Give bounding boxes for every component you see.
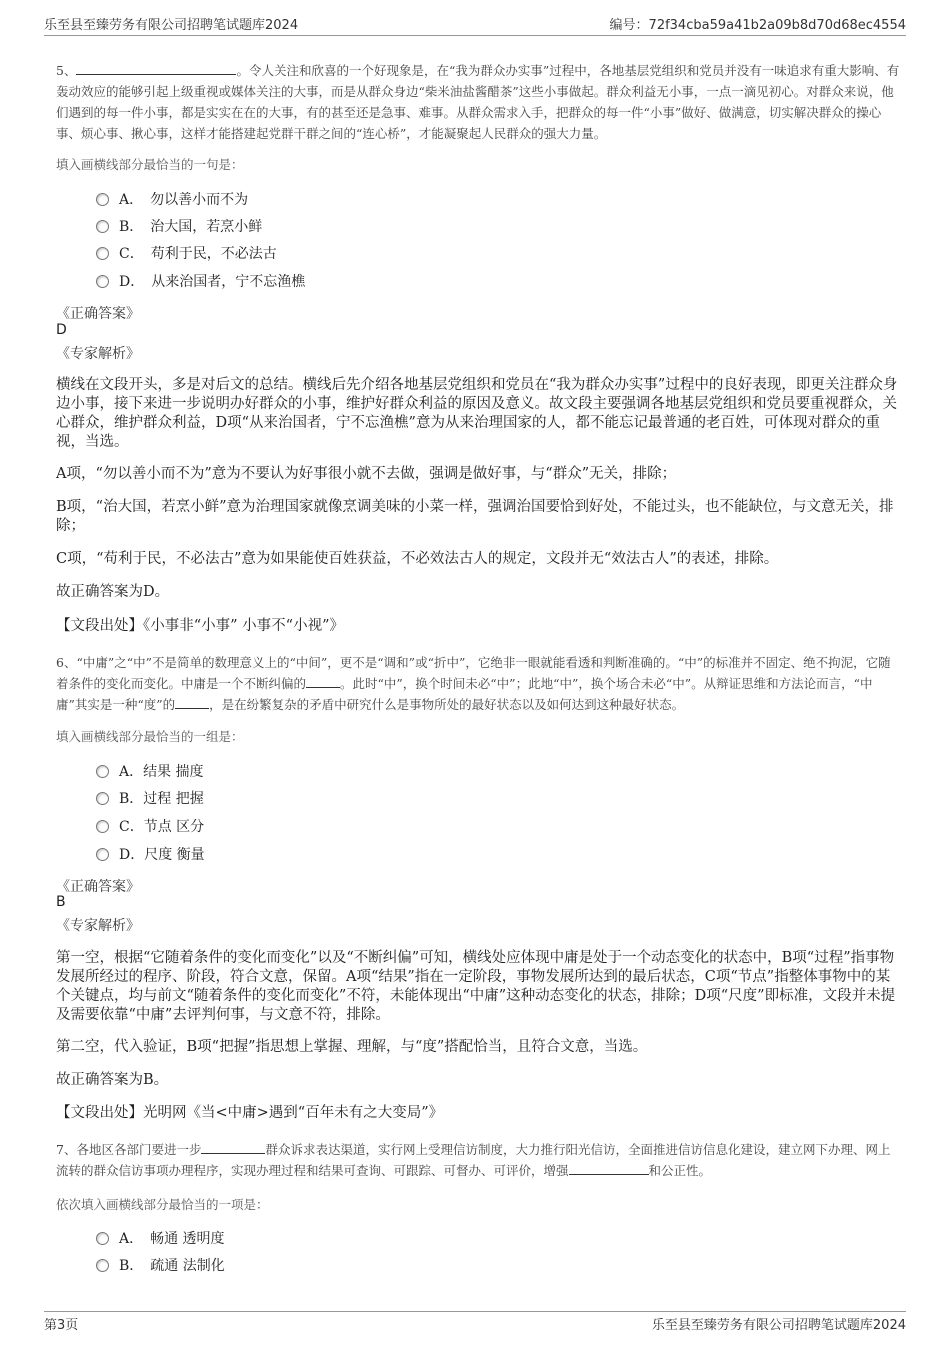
- question-5-analysis-p4: C项，“苟利于民，不必法古”意为如果能使百姓获益，不必效法古人的规定，文段并无“效法古人”的表述，排除。: [56, 551, 779, 567]
- question-5-text: 。令人关注和欣喜的一个好现象是，在“我为群众办实事”过程中，各地基层党组织和党员并没有一味追求有重大影响、有轰动效应的能够引起上级重视或媒体关注的大事，而是从群众身边“柴米油盐酱醋茶”这些小事做起。群众利益无小事，一点一滴见初心。对群众来说，他们遇到的每一件小事，都是实实在在的大事，有的甚至还是急事、难事。从群众需求入手，把群众的每一件“小事”做好、做满意，切实解决群众的操心事、烦心事、揪心事，这样才能搭建起党群干群之间的“连心桥”，才能凝聚起人民群众的强大力量。: [56, 63, 900, 141]
- question-5-analysis-p1: 横线在文段开头，多是对后文的总结。横线后先介绍各地基层党组织和党员在“我为群众办实事”过程中的良好表现，即更关注群众身边小事，接下来进一步说明办好群众的小事，维护好群众利益的原因及意义。故文段主要强调各地基层党组织和党员要重视群众，关心群众，维护群众利益，D项“从来治国者，宁不忘渔樵”意为从来治理国家的人，都不能忘记最普通的老百姓，可体现对群众的重视，当选。: [56, 377, 898, 450]
- question-7-option-a[interactable]: A． 畅通 透明度: [96, 1228, 225, 1250]
- question-6-option-d[interactable]: D．尺度 衡量: [96, 844, 205, 866]
- question-5-analysis-p5: 故正确答案为D。: [56, 584, 170, 600]
- question-7-blank-2: [569, 1160, 649, 1175]
- radio-icon[interactable]: [96, 820, 109, 833]
- question-6-source: 【文段出处】光明网《当<中庸>遇到“百年未有之大变局”》: [56, 1105, 444, 1121]
- question-5-blank: [76, 60, 236, 75]
- question-6-option-c[interactable]: C．节点 区分: [96, 816, 204, 838]
- radio-icon[interactable]: [96, 765, 109, 778]
- question-7-blank-1: [201, 1139, 265, 1154]
- question-6-answer: B: [56, 894, 66, 910]
- question-5-source: 【文段出处】《小事非“小事” 小事不“小视”》: [56, 618, 345, 634]
- radio-icon[interactable]: [96, 193, 109, 206]
- question-7-option-b[interactable]: B． 疏通 法制化: [96, 1255, 225, 1277]
- question-7-number: 7、: [56, 1142, 77, 1157]
- radio-icon[interactable]: [96, 247, 109, 260]
- question-5-answer-label: 《正确答案》: [56, 306, 140, 322]
- question-5-stem: [56, 60, 902, 144]
- question-6-analysis-p3: 故正确答案为B。: [56, 1072, 169, 1088]
- radio-icon[interactable]: [96, 1232, 109, 1245]
- radio-icon[interactable]: [96, 275, 109, 288]
- question-6-option-b[interactable]: B．过程 把握: [96, 788, 204, 810]
- radio-icon[interactable]: [96, 792, 109, 805]
- page-footer: [44, 1314, 906, 1334]
- question-5-analysis-p2: A项，“勿以善小而不为”意为不要认为好事很小就不去做，强调是做好事，与“群众”无关，排除；: [56, 466, 677, 482]
- question-6-stem: 6、“中庸”之“中”不是简单的数理意义上的“中间”，更不是“调和”或“折中”，它绝非一眼就能看透和判断准确的。“中”的标准并不固定、绝不拘泥，它随着条件的变化而变化。中庸是一个不断纠偏的 。此时“中”，换个时间未必“中”；此地“中”，换个场合未必“中”。从辩证思维和方法论而言，“中庸”其实是一种“度”的 ，是在纷繁复杂的矛盾中研究什么是事物所处的最好状态以及如何达到这种最好状态。: [56, 655, 891, 712]
- header-title: 乐至县至臻劳务有限公司招聘笔试题库2024: [44, 18, 299, 33]
- question-6-analysis-p2: 第二空，代入验证，B项“把握”指思想上掌握、理解，与“度”搭配恰当，且符合文意，当选。: [56, 1039, 648, 1055]
- question-6-blank-2: [175, 694, 209, 709]
- question-7-prompt: 依次填入画横线部分最恰当的一项是：: [56, 1197, 269, 1212]
- question-5-analysis-p3: B项，“治大国，若烹小鲜”意为治理国家就像烹调美味的小菜一样，强调治国要恰到好处，不能过头，也不能缺位，与文意无关，排除；: [56, 499, 894, 534]
- question-7-stem: 7、各地区各部门要进一步 群众诉求表达渠道，实行网上受理信访制度，大力推行阳光信访，全面推进信访信息化建设，建立网下办理、网上流转的群众信访事项办理程序，实现办理过程和结果可查询、可跟踪、可督办、可评价，增强 和公正性。: [56, 1139, 902, 1181]
- radio-icon[interactable]: [96, 1259, 109, 1272]
- header-divider: [44, 35, 906, 36]
- page-number: 第3页: [44, 1318, 79, 1333]
- question-5-option-a[interactable]: A． 勿以善小而不为: [96, 189, 248, 211]
- question-5-option-b[interactable]: B． 治大国，若烹小鲜: [96, 216, 262, 238]
- question-6-analysis-p1: 第一空，根据“它随着条件的变化而变化”以及“不断纠偏”可知，横线处应体现中庸是处于一个动态变化的状态中，B项“过程”指事物发展所经过的程序、阶段，符合文意，保留。A项“结果”指在一定阶段，事物发展所达到的最后状态，C项“节点”指整体事物中的某个关键点，均与前文“随着条件的变化而变化”不符，未能体现出“中庸”这种动态变化的状态，排除；D项“尺度”即标准，文段并未提及需要依靠“中庸”去评判何事，与文意不符，排除。: [56, 950, 896, 1023]
- question-5-number: 5、: [56, 63, 77, 78]
- question-6-option-a[interactable]: A．结果 揣度: [96, 761, 204, 783]
- question-6-answer-label: 《正确答案》: [56, 879, 140, 895]
- question-5-analysis-label: 《专家解析》: [56, 346, 140, 362]
- header-serial: 编号：72f34cba59a41b2a09b8d70d68ec4554: [609, 18, 906, 33]
- question-5-answer: D: [56, 322, 67, 338]
- question-5-option-d[interactable]: D． 从来治国者，宁不忘渔樵: [96, 271, 305, 293]
- page-header: [44, 14, 906, 36]
- question-6-number: 6、: [56, 655, 77, 670]
- question-5-option-c[interactable]: C． 苟利于民，不必法古: [96, 243, 277, 265]
- question-5-prompt: 填入画横线部分最恰当的一句是：: [56, 157, 244, 172]
- footer-title: 乐至县至臻劳务有限公司招聘笔试题库2024: [651, 1318, 906, 1333]
- footer-divider: [44, 1311, 906, 1312]
- question-6-blank-1: [306, 673, 340, 688]
- radio-icon[interactable]: [96, 848, 109, 861]
- question-6-prompt: 填入画横线部分最恰当的一组是：: [56, 729, 244, 744]
- radio-icon[interactable]: [96, 220, 109, 233]
- question-6-analysis-label: 《专家解析》: [56, 918, 140, 934]
